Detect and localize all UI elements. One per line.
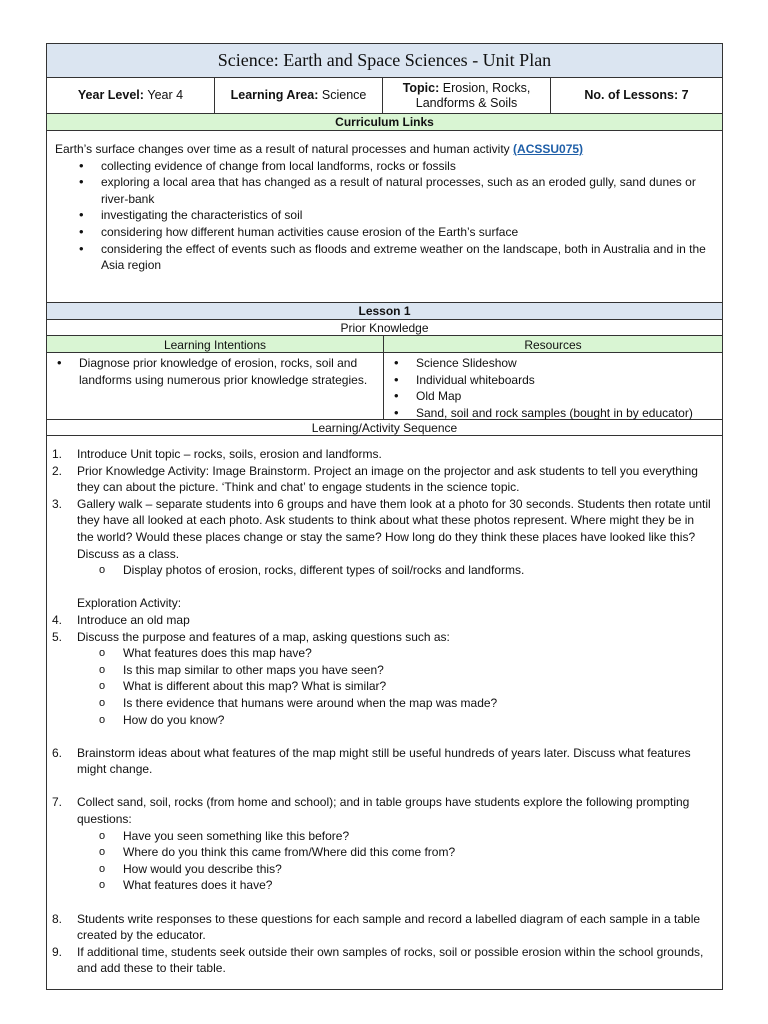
resources-heading: Resources	[524, 337, 582, 352]
topic-value: Erosion, Rocks,	[442, 80, 531, 95]
lesson-subheading: Prior Knowledge	[47, 320, 722, 336]
list-item	[47, 745, 714, 778]
list-item: o Display photos of erosion, rocks, different types of soil/rocks and landforms.	[47, 562, 714, 579]
list-item: o Where do you think this came from/Where did this come from?	[47, 844, 714, 861]
topic-cell	[383, 78, 551, 113]
intentions-resources-header	[47, 336, 722, 353]
step-number: 3.	[52, 496, 63, 511]
learning-intentions-heading: Learning Intentions	[47, 336, 384, 353]
list-item: • Science Slideshow	[370, 355, 716, 372]
curriculum-code-link[interactable]: (ACSSU075)	[513, 142, 584, 156]
topic-value-line2: Landforms & Soils	[415, 95, 518, 110]
exploration-label: Exploration Activity:	[77, 596, 182, 611]
step-text: Discuss the purpose and features of a map, asking questions such as:	[77, 629, 450, 644]
intentions-resources-body	[47, 353, 722, 420]
sequence-list-1	[47, 446, 714, 562]
lesson-heading: Lesson 1	[47, 303, 722, 320]
list-item: o How do you know?	[47, 712, 714, 729]
list-item	[47, 612, 714, 629]
sequence-heading: Learning/Activity Sequence	[47, 420, 722, 436]
learning-area-cell	[215, 78, 383, 113]
year-level-value: Year 4	[147, 88, 184, 102]
list-item	[47, 629, 714, 646]
learning-area-label: Learning Area:	[230, 88, 319, 102]
curriculum-intro	[55, 141, 714, 158]
topic-label: Topic:	[402, 80, 440, 95]
list-item: • exploring a local area that has changed as a result of natural processes, such as an eroded gully, sand dunes or river-bank	[55, 174, 714, 207]
list-item: • considering how different human activities cause erosion of the Earth’s surface	[55, 224, 714, 241]
lessons-label: No. of Lessons:	[584, 88, 679, 102]
list-item: o What features does it have?	[47, 877, 714, 894]
step-text: Students write responses to these questions for each sample and record a labelled diagram of each sample in a table created by the educator.	[77, 911, 701, 943]
step-text: If additional time, students seek outside their own samples of rocks, soil or possible erosion within the school grounds, and add these to their table.	[77, 944, 704, 976]
list-item	[47, 446, 714, 463]
list-item: o How would you describe this?	[47, 861, 714, 878]
resources-cell	[384, 353, 722, 419]
sequence-list-2	[47, 612, 714, 645]
sequence-list-3	[47, 745, 714, 778]
list-item: • Old Map	[370, 388, 716, 405]
list-item	[47, 463, 714, 496]
step-text: Gallery walk – separate students into 6 groups and have them look at a photo for 30 seconds. Students then rotate until they have all looked at each photo. Ask students to think about what these photos represent. Where might they be in the world? Would these places change or stay the same? How long do they think these places have looked like this? Discuss as a class.	[77, 496, 711, 561]
page-title: Science: Earth and Space Sciences - Unit Plan	[47, 44, 722, 78]
list-item: o What is different about this map? What is similar?	[47, 678, 714, 695]
step-text: Collect sand, soil, rocks (from home and school); and in table groups have students explore the following prompting questions:	[77, 795, 690, 827]
meta-row	[47, 78, 722, 114]
intentions-list	[33, 355, 377, 388]
step-number: 9.	[52, 944, 63, 959]
step-text: Introduce Unit topic – rocks, soils, erosion and landforms.	[77, 447, 382, 461]
lessons-cell	[551, 78, 722, 113]
step-number: 6.	[52, 745, 63, 760]
lessons-value: 7	[681, 88, 689, 102]
year-level-label: Year Level:	[77, 88, 144, 102]
list-item: • investigating the characteristics of soil	[55, 207, 714, 224]
list-item: • Sand, soil and rock samples (bought in by educator)	[370, 405, 716, 422]
activity-sequence-body	[47, 436, 722, 989]
list-item: • Individual whiteboards	[370, 372, 716, 389]
curriculum-list	[55, 158, 714, 274]
curriculum-links-heading: Curriculum Links	[47, 114, 722, 131]
learning-intentions-cell	[47, 353, 384, 419]
step5-sublist	[47, 645, 714, 728]
list-item: o Have you seen something like this before?	[47, 828, 714, 845]
list-item: • Diagnose prior knowledge of erosion, rocks, soil and landforms using numerous prior knowledge strategies.	[33, 355, 377, 388]
curriculum-links-body	[47, 131, 722, 303]
step-text: Prior Knowledge Activity: Image Brainstorm. Project an image on the projector and ask students to tell you everything they can about the picture. ‘Think and chat’ to engage students in the science topic.	[77, 463, 698, 495]
list-item: o Is there evidence that humans were around when the map was made?	[47, 695, 714, 712]
step-number: 4.	[52, 612, 63, 627]
step-number: 5.	[52, 629, 63, 644]
learning-area-value: Science	[321, 88, 367, 102]
step-number: 7.	[52, 795, 63, 810]
sequence-list-5	[47, 911, 714, 977]
step-number: 1.	[52, 447, 63, 461]
list-item: o What features does this map have?	[47, 645, 714, 662]
step-number: 2.	[52, 463, 63, 478]
step-number: 8.	[52, 911, 63, 926]
list-item: o Is this map similar to other maps you have seen?	[47, 662, 714, 679]
list-item: • collecting evidence of change from local landforms, rocks or fossils	[55, 158, 714, 175]
step-text: Brainstorm ideas about what features of the map might still be useful hundreds of years later. Discuss what features might change.	[77, 745, 691, 777]
list-item	[47, 911, 714, 944]
step3-sublist	[47, 562, 714, 579]
year-level-cell	[47, 78, 215, 113]
step7-sublist	[47, 828, 714, 894]
curriculum-intro-text: Earth’s surface changes over time as a result of natural processes and human activity	[55, 142, 510, 156]
resources-list	[370, 355, 716, 421]
list-item: • considering the effect of events such as floods and extreme weather on the landscape, both in Australia and in the Asia region	[55, 241, 714, 274]
list-item	[47, 794, 714, 827]
sequence-list-4	[47, 794, 714, 827]
unit-plan-table	[46, 43, 723, 990]
list-item	[47, 944, 714, 977]
step-text: Introduce an old map	[77, 612, 190, 627]
list-item	[47, 496, 714, 562]
